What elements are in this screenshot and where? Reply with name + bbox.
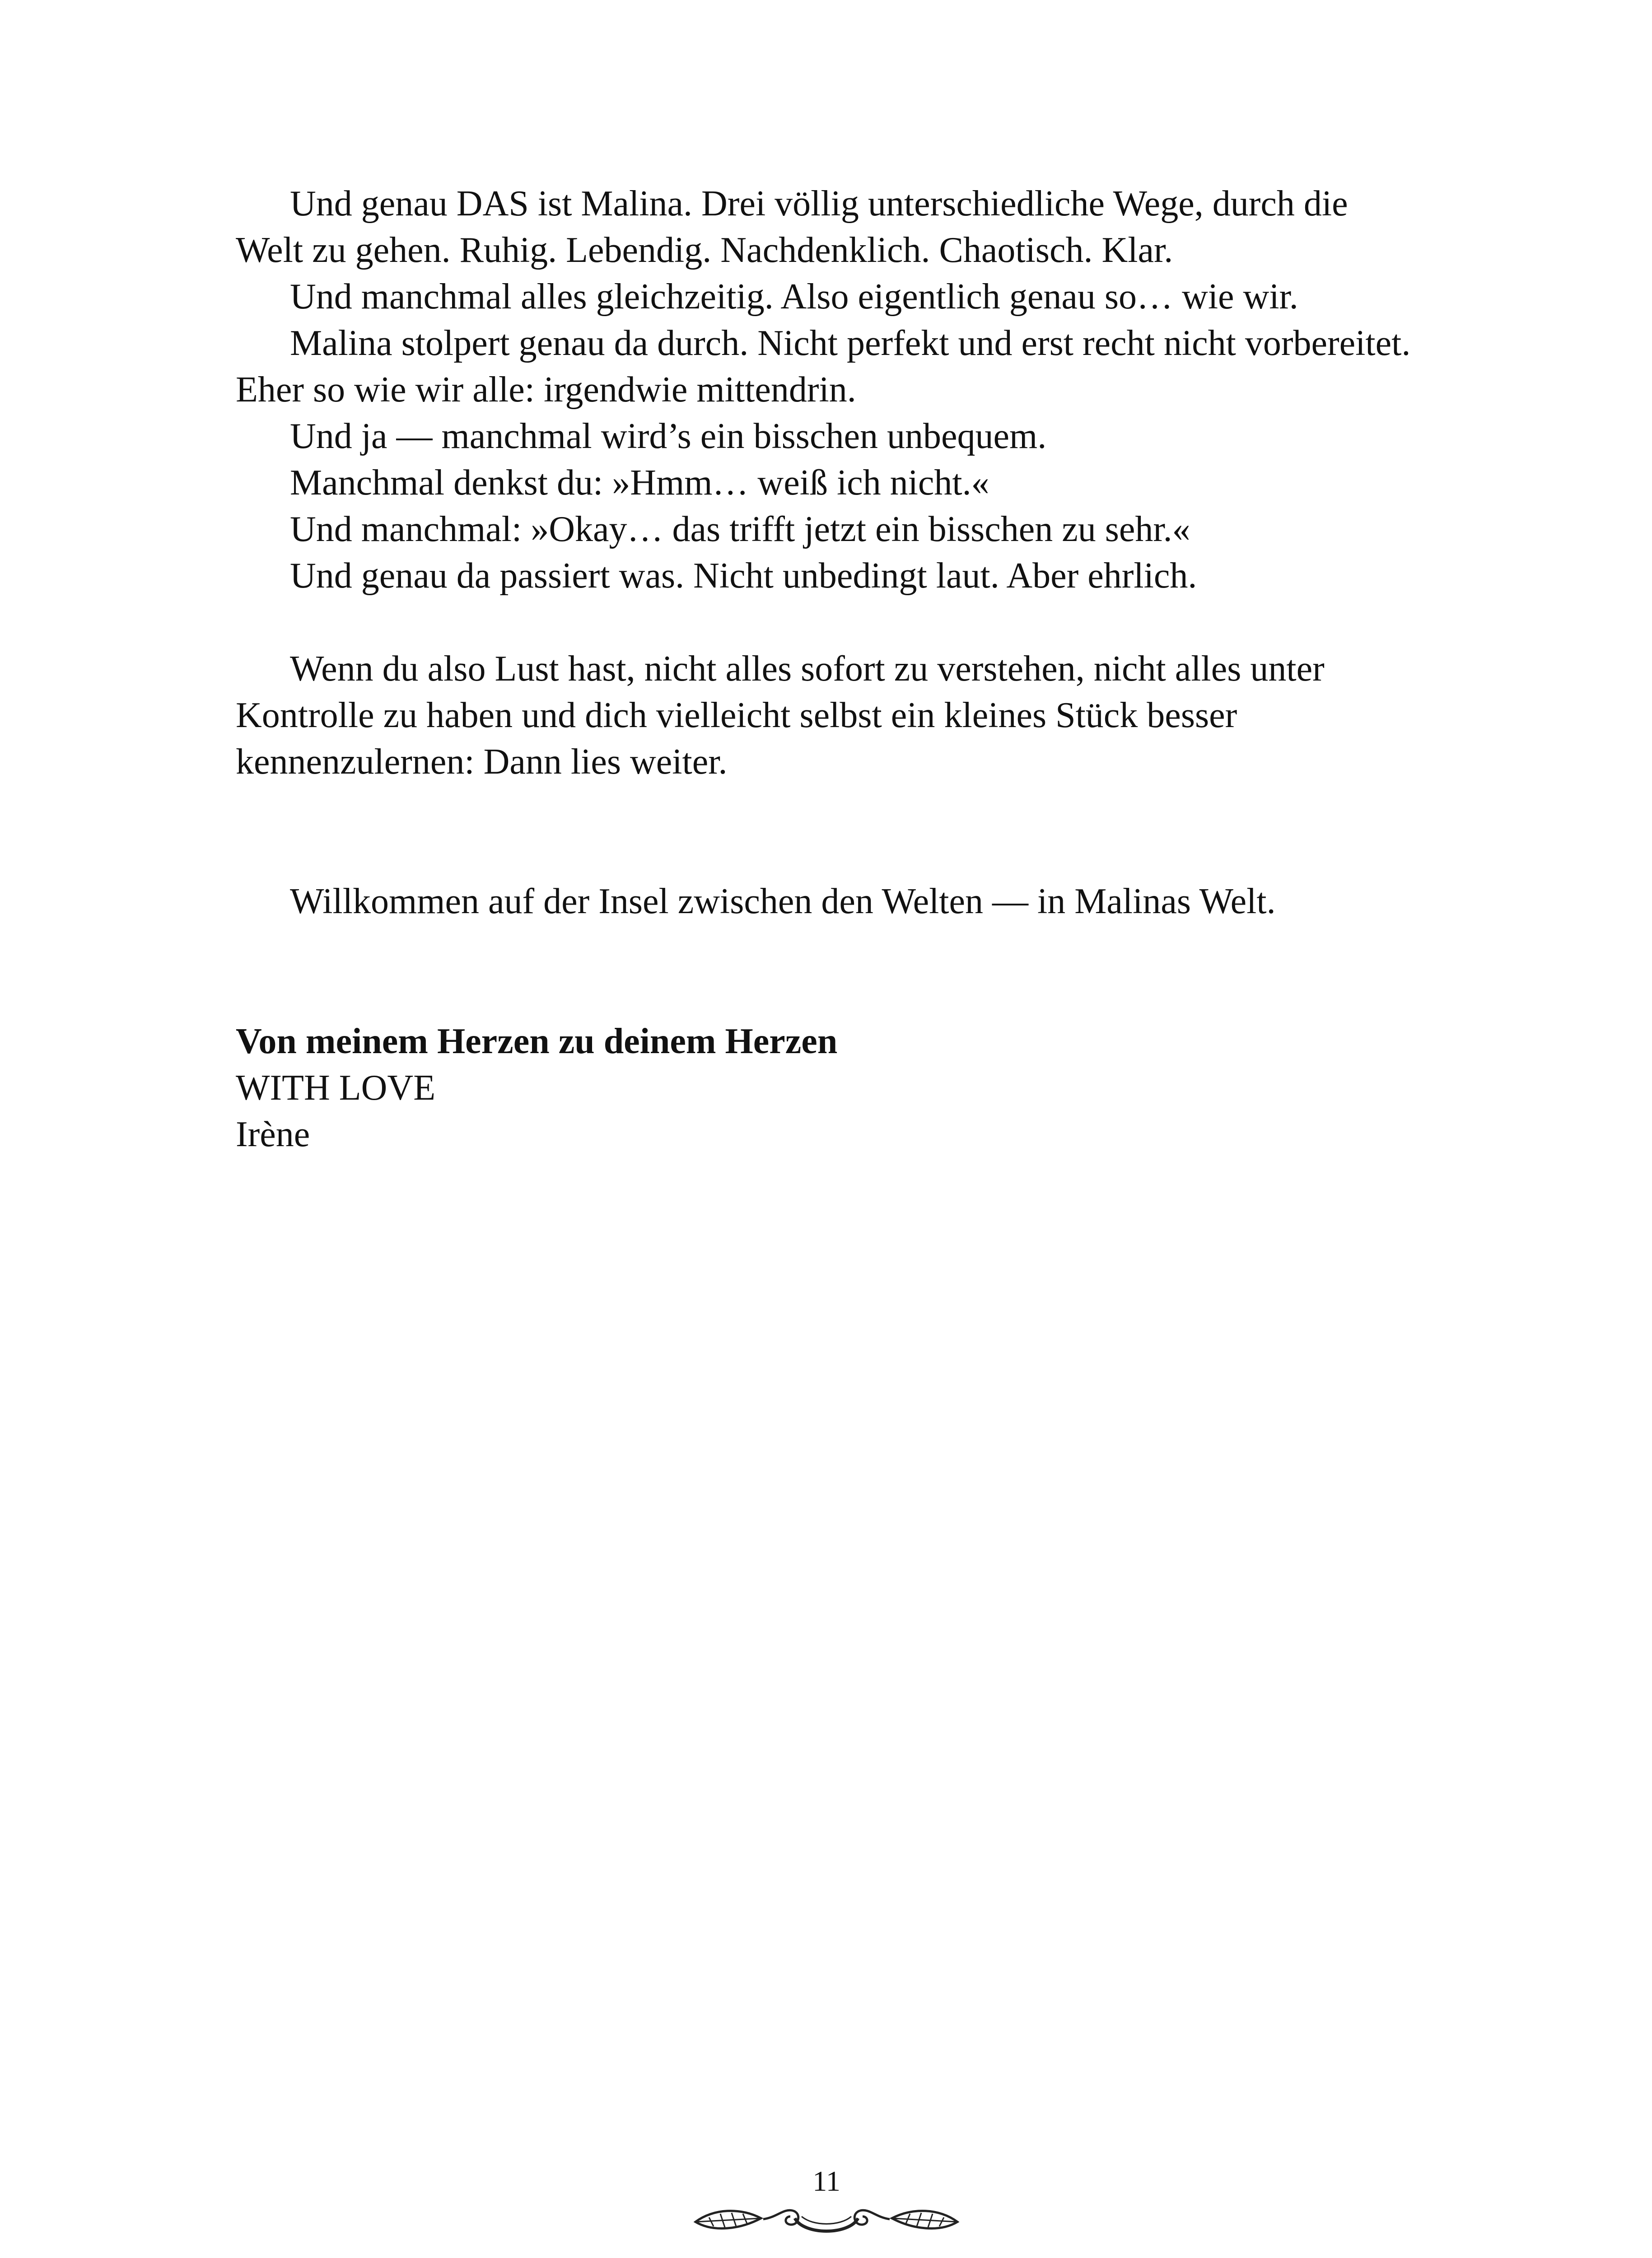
paragraph: Und manchmal: »Okay… das trifft jetzt ein bisschen zu sehr.« bbox=[290, 509, 1190, 549]
signature-block bbox=[236, 1018, 837, 1158]
paragraph: Und genau da passiert was. Nicht unbedingt laut. Aber ehrlich. bbox=[290, 556, 1197, 596]
paragraph: Und genau DAS ist Malina. Drei völlig unterschiedliche Wege, durch die Welt zu gehen. Ruhig. Lebendig. Nachdenklich. Chaotisch. Klar. bbox=[236, 184, 1348, 270]
leaf-scroll-ornament-icon bbox=[686, 2190, 966, 2244]
page-footer bbox=[686, 2163, 966, 2253]
right-leaf-icon bbox=[892, 2211, 957, 2229]
paragraph: Manchmal denkst du: »Hmm… weiß ich nicht.« bbox=[290, 463, 989, 503]
paragraph: Malina stolpert genau da durch. Nicht perfekt und erst recht nicht vorbereitet. Eher so wie wir alle: irgendwie mittendrin. bbox=[236, 323, 1411, 410]
author-name: Irène bbox=[236, 1115, 310, 1154]
page-number: 11 bbox=[812, 2165, 840, 2197]
main-text bbox=[236, 181, 1419, 925]
left-leaf-icon bbox=[695, 2211, 761, 2229]
paragraph: Und ja — manchmal wird’s ein bisschen unbequem. bbox=[290, 416, 1047, 456]
dedication: Von meinem Herzen zu deinem Herzen bbox=[236, 1022, 838, 1061]
closing: WITH LOVE bbox=[236, 1068, 436, 1108]
paragraph: Und manchmal alles gleichzeitig. Also eigentlich genau so… wie wir. bbox=[290, 277, 1298, 317]
paragraph: Willkommen auf der Insel zwischen den Welten — in Malinas Welt. bbox=[290, 882, 1276, 921]
paragraph: Wenn du also Lust hast, nicht alles sofort zu verstehen, nicht alles unter Kontrolle zu haben und dich vielleicht selbst ein kleines Stück besser kennenzulernen: Dann lies weiter. bbox=[236, 649, 1325, 782]
